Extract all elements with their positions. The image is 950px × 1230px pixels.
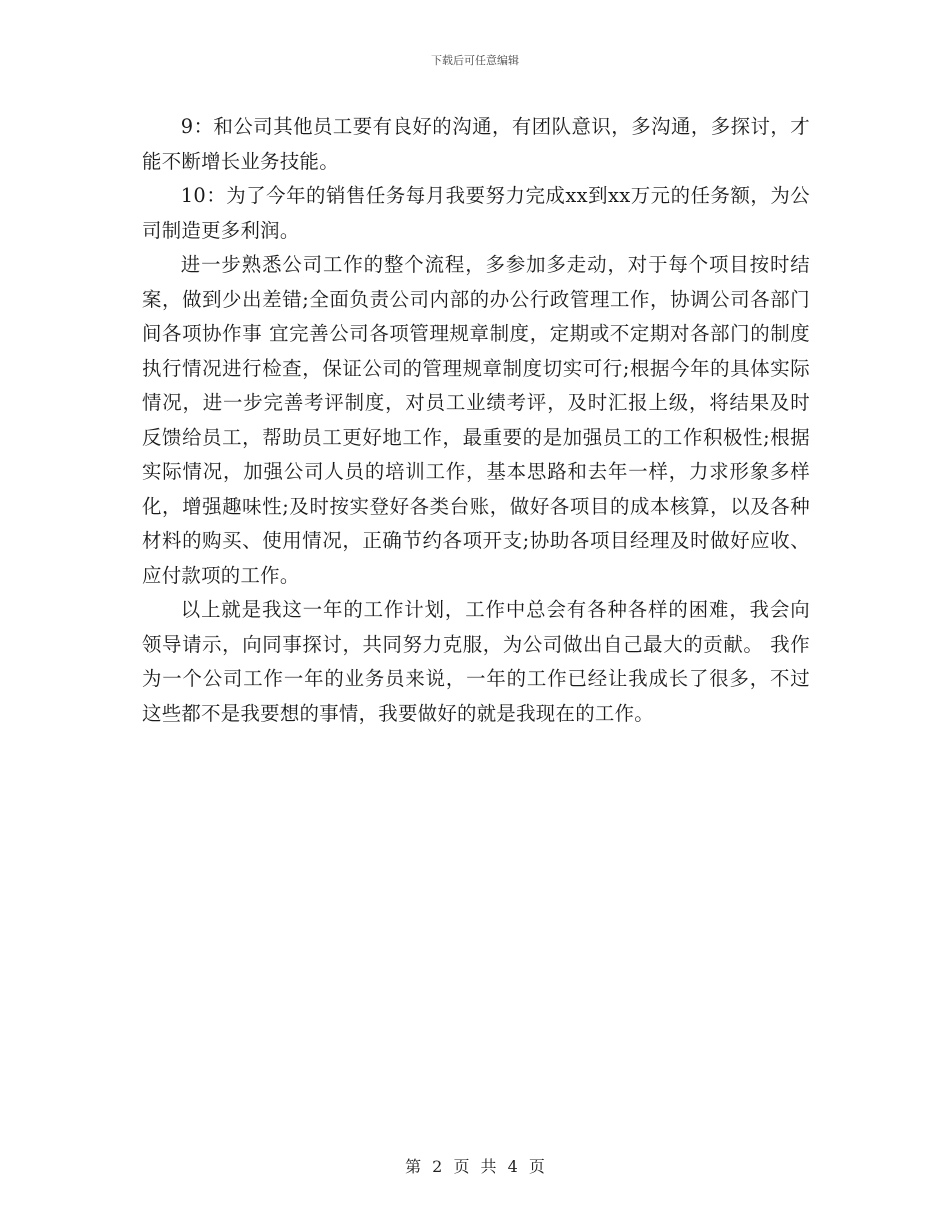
paragraph-work-plan: 进一步熟悉公司工作的整个流程，多参加多走动，对于每个项目按时结案，做到少出差错;全面负责公司内部的办公行政管理工作，协调公司各部门间各项协作事 宜完善公司各项管理规章制度，定期或不定期对各部门的制度执行情况进行检查，保证公司的管理规章制度切实可行;根据今年的具体实际情况，进一步完善考评制度，对员工业绩考评，及时汇报上级，将结果及时反馈给员工，帮助员工更好地工作，最重要的是加强员工的工作积极性;根据实际情况，加强公司人员的培训工作，基本思路和去年一样，力求形象多样化，增强趣味性;及时按实登好各类台账，做好各项目的成本核算，以及各种材料的购买、使用情况，正确节约各项开支;协助各项目经理及时做好应收、应付款项的工作。 [142, 253, 810, 587]
paragraph-item-9: 9：和公司其他员工要有良好的沟通，有团队意识，多沟通，多探讨，才能不断增长业务技能。 [142, 115, 810, 173]
paragraph-item-10: 10：为了今年的销售任务每月我要努力完成xx到xx万元的任务额，为公司制造更多利润。 [142, 184, 810, 242]
paragraph-conclusion: 以上就是我这一年的工作计划，工作中总会有各种各样的困难，我会向领导请示，向同事探讨，共同努力克服，为公司做出自己最大的贡献。 我作为一个公司工作一年的业务员来说，一年的工作已经让我成长了很多，不过这些都不是我要想的事情，我要做好的就是我现在的工作。 [142, 598, 810, 725]
document-body [142, 110, 810, 731]
page-footer: 第 2 页 共 4 页 [405, 1157, 545, 1176]
page-header: 下载后可任意编辑 [431, 54, 519, 67]
